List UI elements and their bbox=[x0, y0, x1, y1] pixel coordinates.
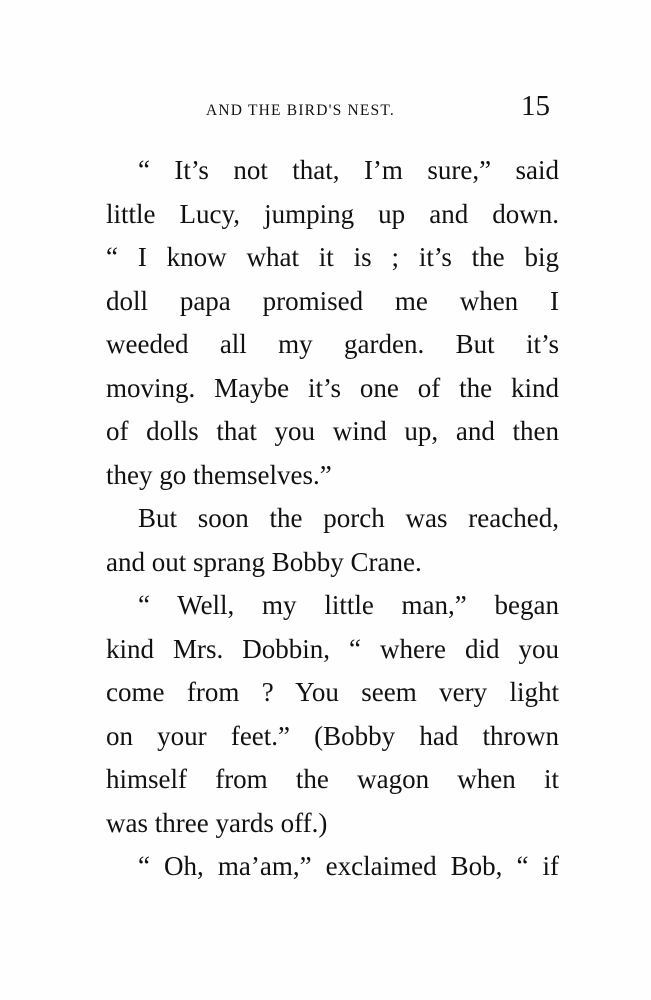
text-line: little Lucy, jumping up and down. bbox=[106, 198, 559, 229]
page-number: 15 bbox=[521, 90, 550, 122]
text-line: weeded all my garden. But it’s bbox=[106, 329, 559, 359]
text-line: they go themselves.” bbox=[106, 459, 332, 490]
text-line: on your feet.” (Bobby had thrown bbox=[106, 720, 559, 751]
text-line: of dolls that you wind up, and then bbox=[106, 416, 559, 446]
text-line: “ I know what it is ; it’s the big bbox=[106, 242, 559, 272]
text-line: moving. Maybe it’s one of the kind bbox=[106, 372, 559, 403]
text-line: doll papa promised me when I bbox=[106, 285, 559, 316]
text-line: “ It’s not that, I’m sure,” said bbox=[138, 155, 559, 185]
text-line: was three yards off.) bbox=[106, 807, 328, 838]
text-line: “ Oh, ma’am,” exclaimed Bob, “ if bbox=[138, 851, 559, 881]
text-line: himself from the wagon when it bbox=[106, 764, 559, 794]
text-line: come from ? You seem very light bbox=[106, 677, 559, 707]
text-line: But soon the porch was reached, bbox=[138, 503, 559, 533]
text-line: “ Well, my little man,” began bbox=[138, 590, 559, 620]
running-head: AND THE BIRD'S NEST. bbox=[206, 102, 395, 119]
body-text bbox=[106, 149, 559, 889]
text-line: and out sprang Bobby Crane. bbox=[106, 546, 422, 577]
text-line: kind Mrs. Dobbin, “ where did you bbox=[106, 633, 559, 664]
